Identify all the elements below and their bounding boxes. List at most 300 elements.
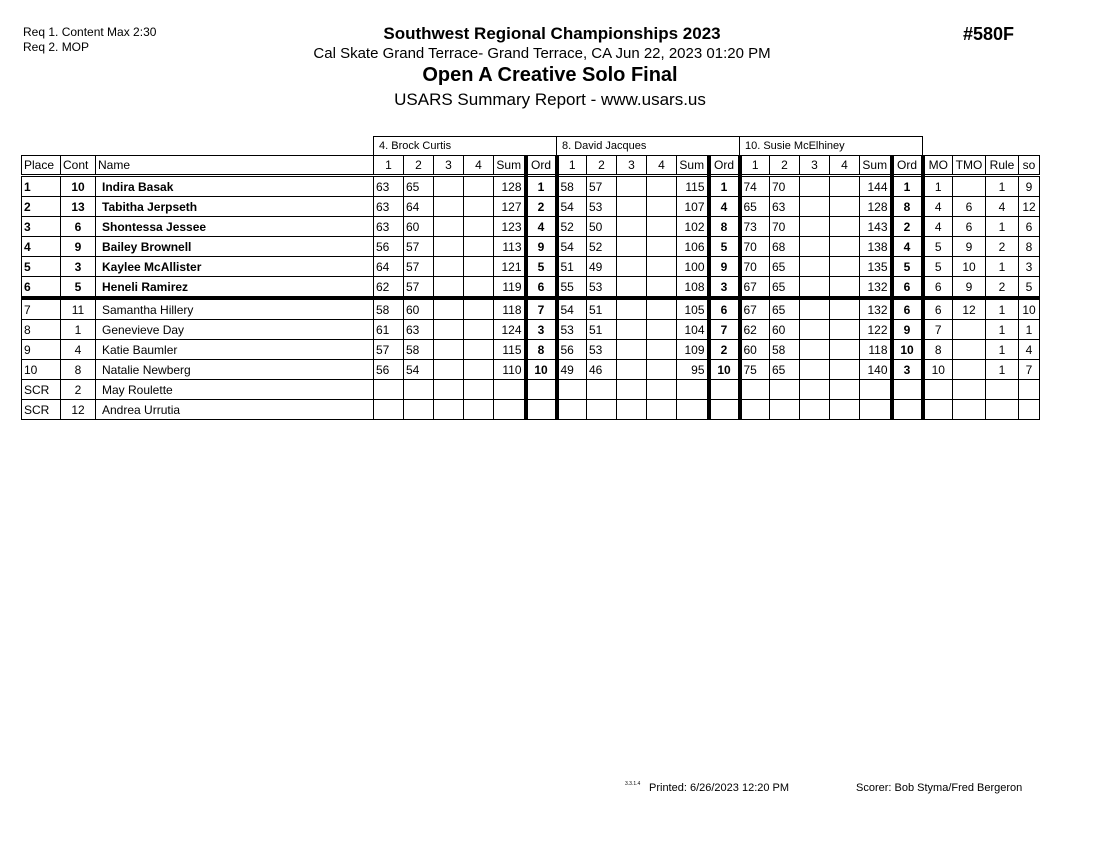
judge-2-score-4-cell	[647, 340, 677, 360]
judge-1-score-sum-cell: 119	[494, 277, 526, 299]
judge-2-score-4-cell	[647, 298, 677, 320]
judge-1-score-4-cell	[464, 400, 494, 420]
judge-1-score-2-cell: 57	[404, 237, 434, 257]
judge-3-score-2-cell: 68	[770, 237, 800, 257]
mo-cell: 7	[923, 320, 953, 340]
tmo-cell: 6	[953, 217, 986, 237]
requirement-1: Req 1. Content Max 2:30	[23, 25, 157, 39]
col-j1-2: 2	[404, 156, 434, 176]
judge-1-ordinal-cell: 7	[526, 298, 557, 320]
judge-1-score-3-cell	[434, 360, 464, 380]
judge-3-score-4-cell	[830, 360, 860, 380]
judge-2-score-sum-cell: 95	[677, 360, 709, 380]
report-subtitle: USARS Summary Report - www.usars.us	[394, 90, 706, 109]
judge-2-score-1-cell: 53	[557, 320, 587, 340]
judge-1-score-4-cell	[464, 340, 494, 360]
judge-2-score-1-cell: 49	[557, 360, 587, 380]
judge-1-score-sum-cell: 118	[494, 298, 526, 320]
judge-1-ordinal-cell: 1	[526, 176, 557, 197]
tmo-cell	[953, 320, 986, 340]
judge-3-score-sum-cell: 144	[860, 176, 892, 197]
judge-3-score-1-cell: 73	[740, 217, 770, 237]
so-cell: 3	[1019, 257, 1040, 277]
judge-2-ordinal-cell	[709, 400, 740, 420]
judge-1-score-4-cell	[464, 277, 494, 299]
judge-2-score-2-cell	[587, 400, 617, 420]
rule-cell: 1	[986, 360, 1019, 380]
judge-3-score-sum-cell: 128	[860, 197, 892, 217]
judge-3-score-4-cell	[830, 197, 860, 217]
scorer-names: Scorer: Bob Styma/Fred Bergeron	[856, 782, 1023, 794]
judge-2-score-4-cell	[647, 217, 677, 237]
judge-1-score-4-cell	[464, 360, 494, 380]
mo-cell: 1	[923, 176, 953, 197]
table-row	[22, 176, 1040, 197]
so-cell: 9	[1019, 176, 1040, 197]
judge-3-score-4-cell	[830, 176, 860, 197]
judge-1-score-3-cell	[434, 217, 464, 237]
judge-3-ordinal-cell: 6	[892, 298, 923, 320]
contestant-number-cell: 10	[61, 176, 96, 197]
judge-2-score-2-cell: 57	[587, 176, 617, 197]
col-j2-4: 4	[647, 156, 677, 176]
judge-2-score-4-cell	[647, 197, 677, 217]
judge-3-score-4-cell	[830, 320, 860, 340]
judge-3-score-sum-cell: 135	[860, 257, 892, 277]
rule-cell: 1	[986, 176, 1019, 197]
judge-1-ordinal-cell: 8	[526, 340, 557, 360]
judge-2-score-1-cell: 54	[557, 237, 587, 257]
judge-1-ordinal-cell	[526, 400, 557, 420]
judge-3-score-3-cell	[800, 298, 830, 320]
place-cell: 3	[22, 217, 61, 237]
contestant-number-cell: 13	[61, 197, 96, 217]
judge-1-score-4-cell	[464, 197, 494, 217]
col-rule: Rule	[986, 156, 1019, 176]
judge-1-score-2-cell: 60	[404, 298, 434, 320]
col-place: Place	[22, 156, 61, 176]
table-row	[22, 217, 1040, 237]
judge-2-ordinal-cell: 1	[709, 176, 740, 197]
mo-cell	[923, 380, 953, 400]
judge-1-score-sum-cell: 121	[494, 257, 526, 277]
judge-3-score-1-cell: 75	[740, 360, 770, 380]
judge-1-ordinal-cell: 5	[526, 257, 557, 277]
judge-2-score-sum-cell: 102	[677, 217, 709, 237]
judge-2-ordinal-cell: 6	[709, 298, 740, 320]
judge-2-ordinal-cell: 8	[709, 217, 740, 237]
judge-3-score-1-cell: 70	[740, 257, 770, 277]
judge-2-score-2-cell: 50	[587, 217, 617, 237]
judge-1-score-1-cell: 56	[374, 360, 404, 380]
requirement-2: Req 2. MOP	[23, 40, 90, 54]
judge-2-score-1-cell: 58	[557, 176, 587, 197]
judge-2-score-3-cell	[617, 217, 647, 237]
skater-name-cell: Heneli Ramirez	[96, 277, 374, 299]
judge-2-score-3-cell	[617, 360, 647, 380]
judge-1-score-4-cell	[464, 298, 494, 320]
judge-1-score-sum-cell: 127	[494, 197, 526, 217]
judge-3-score-1-cell: 74	[740, 176, 770, 197]
tmo-cell	[953, 400, 986, 420]
judge-3-score-2-cell: 70	[770, 217, 800, 237]
judge-2-ordinal-cell: 7	[709, 320, 740, 340]
judge-1-score-2-cell: 57	[404, 277, 434, 299]
judge-3-ordinal-cell: 6	[892, 277, 923, 299]
skater-name-cell: May Roulette	[96, 380, 374, 400]
judge-3-score-3-cell	[800, 277, 830, 299]
judge-2-score-3-cell	[617, 176, 647, 197]
place-cell: 4	[22, 237, 61, 257]
judge-3-score-4-cell	[830, 380, 860, 400]
judge-2-score-sum-cell: 106	[677, 237, 709, 257]
judge-2-score-1-cell	[557, 380, 587, 400]
contestant-number-cell: 9	[61, 237, 96, 257]
venue-date: Cal Skate Grand Terrace- Grand Terrace, CA Jun 22, 2023 01:20 PM	[313, 45, 771, 62]
judge-3-ordinal-cell: 1	[892, 176, 923, 197]
judge-1-score-3-cell	[434, 298, 464, 320]
judge-1-score-4-cell	[464, 320, 494, 340]
skater-name-cell: Indira Basak	[96, 176, 374, 197]
judge-1-score-1-cell: 62	[374, 277, 404, 299]
judge-1-score-3-cell	[434, 257, 464, 277]
place-cell: SCR	[22, 400, 61, 420]
col-j2-2: 2	[587, 156, 617, 176]
printed-timestamp: Printed: 6/26/2023 12:20 PM	[649, 782, 790, 794]
judge-3-score-2-cell: 60	[770, 320, 800, 340]
judge-3-score-3-cell	[800, 237, 830, 257]
judge-3-ordinal-cell: 4	[892, 237, 923, 257]
judge-3-ordinal-cell: 2	[892, 217, 923, 237]
skater-name-cell: Shontessa Jessee	[96, 217, 374, 237]
judge-3-score-1-cell: 62	[740, 320, 770, 340]
col-mo: MO	[923, 156, 953, 176]
mo-cell	[923, 400, 953, 420]
table-row	[22, 400, 1040, 420]
judge-3-score-4-cell	[830, 400, 860, 420]
col-j3-2: 2	[770, 156, 800, 176]
judge-1-ordinal-cell: 3	[526, 320, 557, 340]
judge-2-name: 8. David Jacques	[557, 137, 740, 156]
judge-3-score-sum-cell: 118	[860, 340, 892, 360]
judge-1-ordinal-cell: 10	[526, 360, 557, 380]
col-j3-3: 3	[800, 156, 830, 176]
judge-2-score-sum-cell: 105	[677, 298, 709, 320]
table-row	[22, 197, 1040, 217]
judge-2-score-sum-cell	[677, 380, 709, 400]
so-cell: 12	[1019, 197, 1040, 217]
judge-1-score-2-cell: 60	[404, 217, 434, 237]
judge-3-score-3-cell	[800, 380, 830, 400]
judge-1-score-2-cell: 57	[404, 257, 434, 277]
judge-3-score-3-cell	[800, 400, 830, 420]
judge-3-ordinal-cell: 5	[892, 257, 923, 277]
mo-cell: 10	[923, 360, 953, 380]
col-j2-3: 3	[617, 156, 647, 176]
so-cell: 10	[1019, 298, 1040, 320]
judge-2-score-4-cell	[647, 400, 677, 420]
rule-cell: 4	[986, 197, 1019, 217]
skater-name-cell: Natalie Newberg	[96, 360, 374, 380]
judge-1-score-2-cell: 58	[404, 340, 434, 360]
so-cell: 1	[1019, 320, 1040, 340]
so-cell	[1019, 380, 1040, 400]
judge-2-score-sum-cell: 100	[677, 257, 709, 277]
so-cell: 8	[1019, 237, 1040, 257]
skater-name-cell: Tabitha Jerpseth	[96, 197, 374, 217]
judge-3-score-2-cell: 65	[770, 360, 800, 380]
judge-1-score-3-cell	[434, 176, 464, 197]
judge-1-ordinal-cell: 6	[526, 277, 557, 299]
judge-1-score-1-cell: 58	[374, 298, 404, 320]
mo-cell: 4	[923, 197, 953, 217]
judge-2-score-sum-cell	[677, 400, 709, 420]
place-cell: SCR	[22, 380, 61, 400]
judge-3-score-1-cell: 67	[740, 277, 770, 299]
column-header-row	[22, 156, 1040, 176]
col-j1-1: 1	[374, 156, 404, 176]
judge-3-ordinal-cell: 10	[892, 340, 923, 360]
judge-3-score-sum-cell: 132	[860, 298, 892, 320]
judge-1-score-2-cell: 63	[404, 320, 434, 340]
judge-1-ordinal-cell: 4	[526, 217, 557, 237]
judge-2-score-2-cell: 51	[587, 320, 617, 340]
col-j1-4: 4	[464, 156, 494, 176]
judge-1-score-3-cell	[434, 277, 464, 299]
judge-3-score-2-cell: 63	[770, 197, 800, 217]
contestant-number-cell: 3	[61, 257, 96, 277]
mo-cell: 6	[923, 277, 953, 299]
judge-1-score-1-cell: 63	[374, 176, 404, 197]
judge-2-ordinal-cell: 9	[709, 257, 740, 277]
judge-3-score-3-cell	[800, 360, 830, 380]
mo-cell: 4	[923, 217, 953, 237]
judge-2-score-4-cell	[647, 277, 677, 299]
col-j2-sum: Sum	[677, 156, 709, 176]
judge-2-score-3-cell	[617, 340, 647, 360]
judge-2-score-4-cell	[647, 237, 677, 257]
judge-1-score-sum-cell: 110	[494, 360, 526, 380]
judge-3-score-4-cell	[830, 237, 860, 257]
mo-cell: 5	[923, 237, 953, 257]
skater-name-cell: Samantha Hillery	[96, 298, 374, 320]
judge-2-score-4-cell	[647, 257, 677, 277]
col-j3-4: 4	[830, 156, 860, 176]
judge-2-score-4-cell	[647, 380, 677, 400]
judge-3-score-4-cell	[830, 277, 860, 299]
rule-cell: 2	[986, 277, 1019, 299]
judge-3-score-1-cell: 70	[740, 237, 770, 257]
contestant-number-cell: 12	[61, 400, 96, 420]
judge-2-score-1-cell: 54	[557, 197, 587, 217]
judge-1-score-2-cell: 64	[404, 197, 434, 217]
place-cell: 1	[22, 176, 61, 197]
judge-3-ordinal-cell	[892, 380, 923, 400]
judge-1-score-sum-cell: 123	[494, 217, 526, 237]
judge-2-score-sum-cell: 115	[677, 176, 709, 197]
judge-1-score-3-cell	[434, 400, 464, 420]
results-table	[21, 136, 1040, 420]
judge-3-score-2-cell: 58	[770, 340, 800, 360]
judge-1-score-1-cell	[374, 400, 404, 420]
judge-2-ordinal-cell: 4	[709, 197, 740, 217]
judge-2-score-3-cell	[617, 298, 647, 320]
judge-1-score-3-cell	[434, 197, 464, 217]
col-j3-sum: Sum	[860, 156, 892, 176]
event-code: #580F	[963, 24, 1015, 44]
judge-3-score-4-cell	[830, 298, 860, 320]
judge-1-score-2-cell: 54	[404, 360, 434, 380]
judge-2-score-sum-cell: 108	[677, 277, 709, 299]
judge-2-score-3-cell	[617, 320, 647, 340]
judge-3-score-3-cell	[800, 176, 830, 197]
judge-3-score-sum-cell: 143	[860, 217, 892, 237]
place-cell: 6	[22, 277, 61, 299]
judge-3-score-3-cell	[800, 257, 830, 277]
rule-cell: 1	[986, 298, 1019, 320]
judge-1-score-2-cell	[404, 400, 434, 420]
judge-2-score-sum-cell: 109	[677, 340, 709, 360]
judge-3-score-2-cell	[770, 380, 800, 400]
table-row	[22, 257, 1040, 277]
mo-cell: 5	[923, 257, 953, 277]
judge-3-score-1-cell	[740, 380, 770, 400]
table-row	[22, 277, 1040, 299]
judge-2-ordinal-cell: 3	[709, 277, 740, 299]
judge-2-score-3-cell	[617, 257, 647, 277]
judge-1-score-4-cell	[464, 257, 494, 277]
tmo-cell: 9	[953, 237, 986, 257]
judge-2-score-2-cell: 53	[587, 277, 617, 299]
judge-2-score-2-cell: 52	[587, 237, 617, 257]
judge-2-score-4-cell	[647, 360, 677, 380]
col-cont: Cont	[61, 156, 96, 176]
judge-3-ordinal-cell: 3	[892, 360, 923, 380]
judge-1-score-1-cell: 63	[374, 217, 404, 237]
so-cell: 5	[1019, 277, 1040, 299]
judge-3-score-4-cell	[830, 217, 860, 237]
judge-1-score-sum-cell: 113	[494, 237, 526, 257]
judge-2-score-sum-cell: 104	[677, 320, 709, 340]
judge-2-score-1-cell	[557, 400, 587, 420]
judge-1-score-4-cell	[464, 380, 494, 400]
tmo-cell: 9	[953, 277, 986, 299]
place-cell: 7	[22, 298, 61, 320]
judge-3-score-1-cell: 60	[740, 340, 770, 360]
judge-1-score-2-cell	[404, 380, 434, 400]
col-so: so	[1019, 156, 1040, 176]
contestant-number-cell: 5	[61, 277, 96, 299]
col-j1-sum: Sum	[494, 156, 526, 176]
judge-2-score-1-cell: 56	[557, 340, 587, 360]
judge-2-score-1-cell: 51	[557, 257, 587, 277]
judge-1-score-3-cell	[434, 320, 464, 340]
judges-row	[22, 137, 1040, 156]
table-row	[22, 298, 1040, 320]
judge-3-score-sum-cell	[860, 400, 892, 420]
judge-3-score-3-cell	[800, 320, 830, 340]
judge-2-score-3-cell	[617, 400, 647, 420]
col-j3-ord: Ord	[892, 156, 923, 176]
judge-1-score-1-cell: 57	[374, 340, 404, 360]
skater-name-cell: Bailey Brownell	[96, 237, 374, 257]
col-j2-ord: Ord	[709, 156, 740, 176]
place-cell: 2	[22, 197, 61, 217]
tmo-cell	[953, 340, 986, 360]
judge-1-score-3-cell	[434, 237, 464, 257]
rule-cell: 1	[986, 340, 1019, 360]
contestant-number-cell: 6	[61, 217, 96, 237]
contestant-number-cell: 8	[61, 360, 96, 380]
judge-2-score-1-cell: 54	[557, 298, 587, 320]
table-row	[22, 360, 1040, 380]
judge-3-score-4-cell	[830, 257, 860, 277]
judge-3-name: 10. Susie McElhiney	[740, 137, 923, 156]
judge-3-score-4-cell	[830, 340, 860, 360]
so-cell: 4	[1019, 340, 1040, 360]
judge-3-score-2-cell: 70	[770, 176, 800, 197]
tmo-cell: 12	[953, 298, 986, 320]
judge-1-ordinal-cell	[526, 380, 557, 400]
judge-3-score-sum-cell: 138	[860, 237, 892, 257]
col-tmo: TMO	[953, 156, 986, 176]
judge-3-score-1-cell: 65	[740, 197, 770, 217]
tmo-cell	[953, 360, 986, 380]
judge-3-score-2-cell	[770, 400, 800, 420]
col-j1-3: 3	[434, 156, 464, 176]
col-name: Name	[96, 156, 374, 176]
rule-cell	[986, 400, 1019, 420]
mo-cell: 8	[923, 340, 953, 360]
judge-1-ordinal-cell: 9	[526, 237, 557, 257]
judge-3-score-sum-cell	[860, 380, 892, 400]
place-cell: 9	[22, 340, 61, 360]
place-cell: 8	[22, 320, 61, 340]
judge-1-score-1-cell: 61	[374, 320, 404, 340]
judge-2-score-2-cell	[587, 380, 617, 400]
judge-1-name: 4. Brock Curtis	[374, 137, 557, 156]
rule-cell: 2	[986, 237, 1019, 257]
judge-3-ordinal-cell	[892, 400, 923, 420]
tmo-cell: 6	[953, 197, 986, 217]
judge-1-score-sum-cell	[494, 380, 526, 400]
event-title: Southwest Regional Championships 2023	[383, 24, 721, 43]
competition-title: Open A Creative Solo Final	[422, 64, 678, 86]
judge-1-score-sum-cell: 115	[494, 340, 526, 360]
judge-1-ordinal-cell: 2	[526, 197, 557, 217]
judge-3-score-3-cell	[800, 197, 830, 217]
contestant-number-cell: 11	[61, 298, 96, 320]
judge-2-ordinal-cell: 5	[709, 237, 740, 257]
judge-1-score-1-cell: 64	[374, 257, 404, 277]
place-cell: 5	[22, 257, 61, 277]
rule-cell: 1	[986, 257, 1019, 277]
table-row	[22, 380, 1040, 400]
judge-2-score-2-cell: 46	[587, 360, 617, 380]
table-row	[22, 320, 1040, 340]
contestant-number-cell: 4	[61, 340, 96, 360]
place-cell: 10	[22, 360, 61, 380]
judge-3-score-sum-cell: 132	[860, 277, 892, 299]
judge-1-score-1-cell: 56	[374, 237, 404, 257]
judge-3-score-2-cell: 65	[770, 277, 800, 299]
judge-3-score-2-cell: 65	[770, 298, 800, 320]
so-cell: 7	[1019, 360, 1040, 380]
skater-name-cell: Genevieve Day	[96, 320, 374, 340]
judge-2-score-sum-cell: 107	[677, 197, 709, 217]
col-j3-1: 1	[740, 156, 770, 176]
rule-cell	[986, 380, 1019, 400]
